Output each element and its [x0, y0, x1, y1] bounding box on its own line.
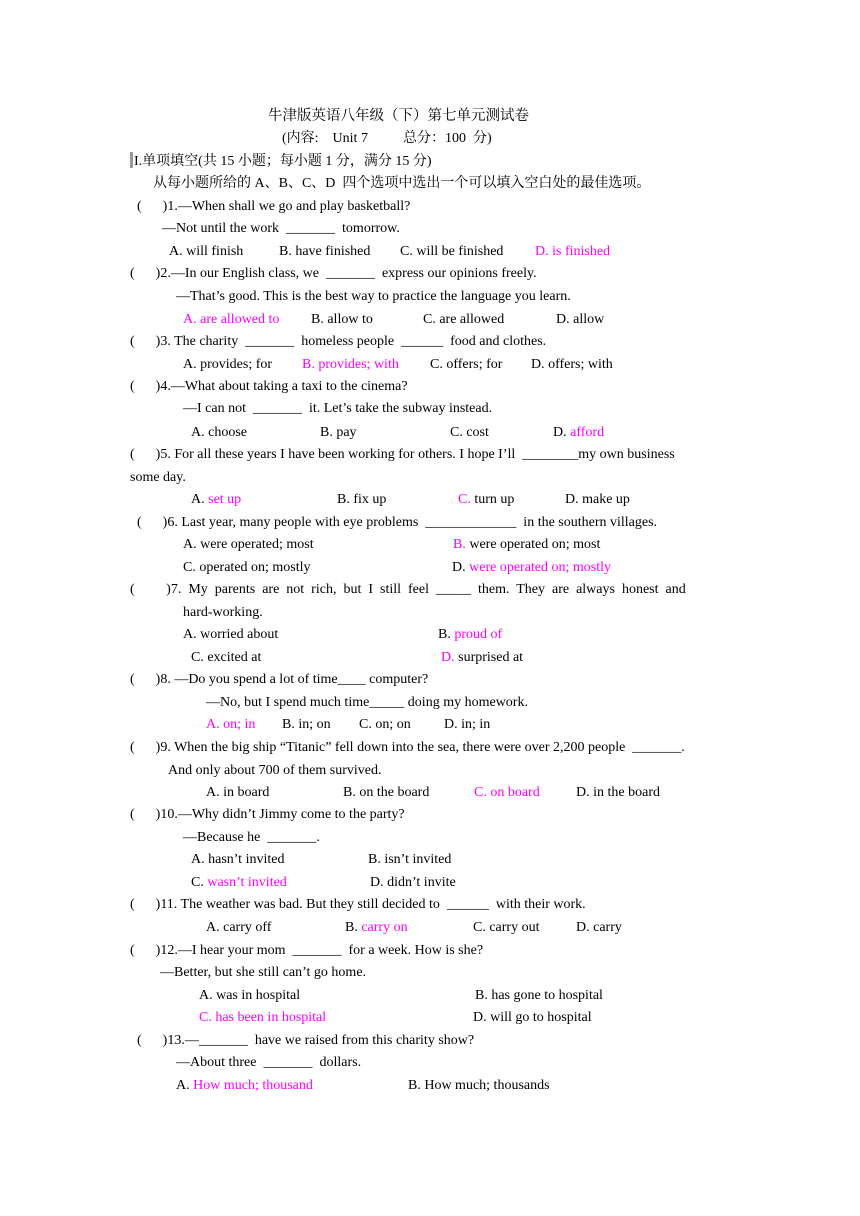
q2-line2: —That’s good. This is the best way to practice the language you learn. [176, 289, 571, 304]
q1-stem: ( )1.—When shall we go and play basketball? [137, 199, 411, 214]
q2-option-a: A. are allowed to [183, 312, 280, 327]
q7-option-b [438, 626, 502, 644]
q12-option-c: C. has been in hospital [199, 1010, 327, 1025]
q3-option-d: D. offers; with [531, 357, 613, 372]
q12-line2: —Better, but she still can’t go home. [160, 965, 367, 980]
q7-stem: ( )7. My parents are not rich, but I still feel _____ them. They are always honest and [130, 582, 686, 597]
q5-option-c-letter: C. [458, 492, 471, 507]
q1-option-d: D. is finished [535, 244, 611, 259]
q7-option-d-letter: D. [441, 650, 455, 665]
q2-option-c: C. are allowed [423, 312, 505, 327]
q6-stem: ( )6. Last year, many people with eye problems _____________ in the southern villages. [137, 515, 658, 530]
q6-option-b-letter: B. [453, 537, 466, 552]
q9-option-c: C. on board [474, 785, 540, 800]
q5-option-b: B. fix up [337, 492, 387, 507]
q8-option-b: B. in; on [282, 717, 331, 732]
q10-option-d: D. didn’t invite [370, 875, 456, 890]
q12-option-b: B. has gone to hospital [475, 988, 603, 1003]
q7-option-b-text: proud of [450, 627, 503, 642]
q4-line2: —I can not _______ it. Let’s take the subway instead. [183, 401, 493, 416]
q10-option-c-letter: C. [191, 875, 204, 890]
q9-option-b: B. on the board [343, 785, 430, 800]
q4-option-c: C. cost [450, 425, 489, 440]
q8-option-a: A. on; in [206, 717, 256, 732]
q3-stem: ( )3. The charity _______ homeless people ______ food and clothes. [130, 334, 547, 349]
q3-option-b: B. provides; with [302, 357, 399, 372]
q10-option-c-text: wasn’t invited [203, 875, 287, 890]
q5-option-a-letter: A. [191, 492, 205, 507]
q10-line2: —Because he _______. [183, 830, 320, 845]
q1-option-a: A. will finish [169, 244, 244, 259]
q1-option-c: C. will be finished [400, 244, 504, 259]
q5-option-a-text: set up [204, 492, 242, 507]
q11-option-a: A. carry off [206, 920, 272, 935]
q9-option-d: D. in the board [576, 785, 660, 800]
q6-option-d-text: were operated on; mostly [465, 560, 612, 575]
q6-option-d-letter: D. [452, 560, 466, 575]
q3-option-a: A. provides; for [183, 357, 273, 372]
section-heading [130, 152, 432, 171]
q11-option-b-text: carry on [357, 920, 408, 935]
q6-option-b-text: were operated on; most [465, 537, 601, 552]
q4-option-b: B. pay [320, 425, 357, 440]
q5-stem: ( )5. For all these years I have been working for others. I hope I’ll ________my own business [130, 447, 675, 462]
q5-option-d: D. make up [565, 492, 630, 507]
q13-line2: —About three _______ dollars. [176, 1055, 362, 1070]
q7-option-d [441, 649, 523, 667]
q1-option-b: B. have finished [279, 244, 371, 259]
q6-option-c: C. operated on; mostly [183, 560, 311, 575]
q9-option-a: A. in board [206, 785, 270, 800]
q7-option-a: A. worried about [183, 627, 279, 642]
q7-line2: hard-working. [183, 605, 263, 620]
q4-option-d-letter: D. [553, 425, 567, 440]
q9-line2: And only about 700 of them survived. [168, 763, 382, 778]
q8-option-d: D. in; in [444, 717, 491, 732]
q4-option-d [553, 424, 604, 442]
q1-line2: —Not until the work _______ tomorrow. [162, 221, 400, 236]
q5-option-c-text: turn up [470, 492, 515, 507]
q3-option-c: C. offers; for [430, 357, 503, 372]
q10-option-b: B. isn’t invited [368, 852, 452, 867]
q12-option-d: D. will go to hospital [473, 1010, 592, 1025]
q4-option-d-text: afford [566, 425, 605, 440]
q2-option-b: B. allow to [311, 312, 373, 327]
q6-option-d [452, 559, 611, 577]
q11-option-c: C. carry out [473, 920, 540, 935]
q13-option-a-letter: A. [176, 1078, 190, 1093]
q8-stem: ( )8. —Do you spend a lot of time____ computer? [130, 672, 429, 687]
q11-option-b [345, 919, 408, 937]
q2-option-d: D. allow [556, 312, 605, 327]
q6-option-a: A. were operated; most [183, 537, 314, 552]
section-heading-text: I.单项填空(共 15 小题；每小题 1 分，满分 15 分) [134, 154, 432, 169]
q10-option-a: A. hasn’t invited [191, 852, 285, 867]
q5-option-c [458, 491, 514, 509]
q2-stem: ( )2.—In our English class, we _______ express our opinions freely. [130, 266, 537, 281]
q13-stem: ( )13.—_______ have we raised from this charity show? [137, 1033, 475, 1048]
q11-option-b-letter: B. [345, 920, 358, 935]
q13-option-b: B. How much; thousands [408, 1078, 550, 1093]
q7-option-d-text: surprised at [454, 650, 524, 665]
q4-stem: ( )4.—What about taking a taxi to the cinema? [130, 379, 408, 394]
q11-stem: ( )11. The weather was bad. But they still decided to ______ with their work. [130, 897, 586, 912]
q7-option-c: C. excited at [191, 650, 262, 665]
q5-line2: some day. [130, 470, 186, 485]
q8-line2: —No, but I spend much time_____ doing my homework. [206, 695, 528, 710]
q8-option-c: C. on; on [359, 717, 411, 732]
q7-option-b-letter: B. [438, 627, 451, 642]
q6-option-b [453, 536, 600, 554]
q11-option-d: D. carry [576, 920, 622, 935]
q9-stem: ( )9. When the big ship “Titanic” fell down into the sea, there were over 2,200 people _______. [130, 740, 685, 755]
text-cursor [130, 152, 133, 168]
q5-option-a [191, 491, 241, 509]
page-title: 牛津版英语八年级（下）第七单元测试卷 [268, 108, 529, 124]
instructions: 从每小题所给的 A、B、C、D 四个选项中选出一个可以填入空白处的最佳选项。 [153, 176, 651, 191]
q13-option-a [176, 1077, 313, 1095]
q12-option-a: A. was in hospital [199, 988, 301, 1003]
q4-option-a: A. choose [191, 425, 247, 440]
q12-stem: ( )12.—I hear your mom _______ for a week. How is she? [130, 943, 484, 958]
q10-option-c [191, 874, 287, 892]
page-subtitle: (内容: Unit 7 总分：100 分) [282, 131, 492, 146]
q13-option-a-text: How much; thousand [189, 1078, 313, 1093]
q10-stem: ( )10.—Why didn’t Jimmy come to the party? [130, 807, 405, 822]
